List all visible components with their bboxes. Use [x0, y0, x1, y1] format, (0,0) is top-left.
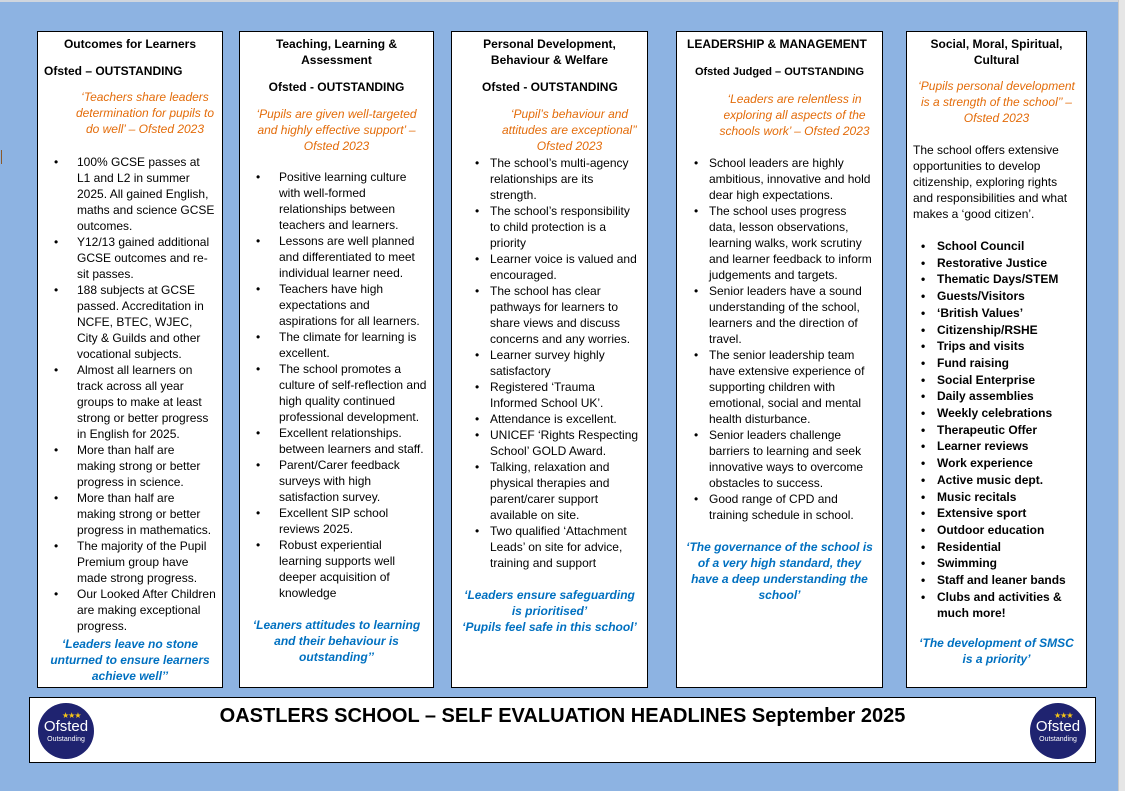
headline-banner — [29, 697, 1096, 763]
list-item: • The climate for learning is excellent. — [246, 329, 427, 361]
list-item: • Two qualified ‘Attachment Leads’ on site for advice, training and support — [468, 523, 641, 571]
list-item: • The senior leadership team have extensive experience of supporting children with emotional, social and mental health disturbance. — [687, 347, 876, 427]
list-item: • Talking, relaxation and physical therapies and parent/carer support available on site. — [468, 459, 641, 523]
list-item: • Staff and leaner bands — [913, 572, 1080, 589]
list-item: • Weekly celebrations — [913, 405, 1080, 422]
stars-icon: ★★★ — [62, 711, 81, 720]
margin-marker — [1, 150, 2, 164]
list-item: • Almost all learners on track across all year groups to make at least strong or better progress in English for 2025. — [44, 362, 216, 442]
list-item: • Daily assemblies — [913, 388, 1080, 405]
list-item: • Residential — [913, 539, 1080, 556]
smsc-list — [913, 238, 1080, 622]
list-item: • Work experience — [913, 455, 1080, 472]
list-item: • Clubs and activities & much more! — [913, 589, 1080, 622]
logo-subtitle: Outstanding — [47, 736, 85, 743]
list-item: • Learner survey highly satisfactory — [468, 347, 641, 379]
list-item: • Good range of CPD and training schedule in school. — [687, 491, 876, 523]
list-item: • Senior leaders have a sound understanding of the school, learners and the direction of travel. — [687, 283, 876, 347]
list-item: • Positive learning culture with well-formed relationships between teachers and learners. — [246, 169, 427, 233]
list-item: • Swimming — [913, 555, 1080, 572]
stars-icon: ★★★ — [1054, 711, 1073, 720]
closing-quote-safeguarding: ‘Leaders ensure safeguarding is prioritised’ — [464, 588, 635, 618]
list-item: • The school has clear pathways for learners to share views and discuss concerns and any worries. — [468, 283, 641, 347]
scrollbar-track[interactable] — [1118, 0, 1125, 791]
list-item: • Extensive sport — [913, 505, 1080, 522]
leadership-list — [683, 155, 876, 523]
list-item: • Learner voice is valued and encouraged. — [468, 251, 641, 283]
list-item: • Excellent SIP school reviews 2025. — [246, 505, 427, 537]
list-item: • Our Looked After Children are making exceptional progress. — [44, 586, 216, 634]
ofsted-quote: ‘Pupils personal development is a strength of the school’’ – Ofsted 2023 — [918, 79, 1075, 125]
ofsted-quote: ‘Leaders are relentless in exploring all aspects of the schools work’ – Ofsted 2023 — [719, 92, 870, 138]
panel-smsc — [906, 31, 1087, 688]
list-item: • Active music dept. — [913, 472, 1080, 489]
list-item: • Y12/13 gained additional GCSE outcomes and re-sit passes. — [44, 234, 216, 282]
list-item: • Restorative Justice — [913, 255, 1080, 272]
ofsted-rating: Ofsted Judged – OUTSTANDING — [694, 66, 865, 78]
list-item: • Excellent relationships. between learners and staff. — [246, 425, 427, 457]
panel-personal-development — [451, 31, 648, 688]
closing-quote: ‘The development of SMSC is a priority’ — [919, 636, 1074, 667]
smsc-intro: The school offers extensive opportunities to develop citizenship, exploring rights and responsibilities and what makes a ‘good citizen’. — [913, 143, 1068, 221]
teaching-list — [246, 169, 427, 601]
list-item: • School Council — [913, 238, 1080, 255]
closing-quote-safe: ‘Pupils feel safe in this school’ — [462, 620, 637, 634]
panel-title: Outcomes for Learners — [63, 37, 197, 51]
outcomes-list — [44, 154, 216, 634]
top-edge — [0, 0, 1125, 2]
ofsted-outstanding-logo-icon — [1030, 703, 1086, 759]
list-item: • ‘British Values’ — [913, 305, 1080, 322]
list-item: • Outdoor education — [913, 522, 1080, 539]
list-item: • 188 subjects at GCSE passed. Accreditation in NCFE, BTEC, WJEC, City & Guilds and other vocational subjects. — [44, 282, 216, 362]
list-item: • 100% GCSE passes at L1 and L2 in summer 2025. All gained English, maths and science GCSE outcomes. — [44, 154, 216, 234]
list-item: • Music recitals — [913, 489, 1080, 506]
list-item: • The school uses progress data, lesson observations, learning walks, work scrutiny and learner feedback to inform judgements and targets. — [687, 203, 876, 283]
list-item: • UNICEF ‘Rights Respecting School’ GOLD Award. — [468, 427, 641, 459]
list-item: • Attendance is excellent. — [468, 411, 641, 427]
list-item: • Teachers have high expectations and aspirations for all learners. — [246, 281, 427, 329]
ofsted-rating: Ofsted - OUTSTANDING — [482, 80, 618, 94]
panel-outcomes-for-learners — [37, 31, 223, 688]
panel-teaching-learning-assessment — [239, 31, 434, 688]
list-item: • The school promotes a culture of self-reflection and high quality continued professional development. — [246, 361, 427, 425]
closing-quote: ‘Leaners attitudes to learning and their behaviour is outstanding’’ — [252, 618, 421, 664]
list-item: • Guests/Visitors — [913, 288, 1080, 305]
ofsted-rating: Ofsted - OUTSTANDING — [268, 80, 405, 94]
list-item: • Therapeutic Offer — [913, 422, 1080, 439]
list-item: • The majority of the Pupil Premium group have made strong progress. — [44, 538, 216, 586]
ofsted-quote: ‘Pupil’s behaviour and attitudes are exceptional’’ Ofsted 2023 — [502, 107, 637, 153]
list-item: • The school’s multi-agency relationships are its strength. — [468, 155, 641, 203]
list-item: • The school’s responsibility to child protection is a priority — [468, 203, 641, 251]
list-item: • School leaders are highly ambitious, innovative and hold dear high expectations. — [687, 155, 876, 203]
panel-title: LEADERSHIP & MANAGEMENT — [687, 37, 867, 51]
list-item: • Senior leaders challenge barriers to learning and seek innovative ways to overcome obstacles to success. — [687, 427, 876, 491]
ofsted-quote: ‘Teachers share leaders determination for pupils to do well’ – Ofsted 2023 — [75, 90, 215, 136]
closing-quote: ‘Leaders leave no stone unturned to ensure learners achieve well’’ — [50, 637, 210, 683]
list-item: • More than half are making strong or better progress in mathematics. — [44, 490, 216, 538]
list-item: • Learner reviews — [913, 438, 1080, 455]
closing-quote: ‘The governance of the school is of a very high standard, they have a deep understanding the school’ — [686, 540, 873, 602]
list-item: • Fund raising — [913, 355, 1080, 372]
logo-brand: Ofsted — [1035, 718, 1081, 735]
panel-title: Social, Moral, Spiritual, Cultural — [930, 37, 1063, 67]
panel-leadership-management — [676, 31, 883, 688]
list-item: • Registered ‘Trauma Informed School UK’. — [468, 379, 641, 411]
panel-title: Personal Development, Behaviour & Welfare — [483, 37, 616, 67]
logo-brand: Ofsted — [43, 718, 89, 735]
panel-title: Teaching, Learning & Assessment — [275, 37, 398, 67]
logo-subtitle: Outstanding — [1039, 736, 1077, 743]
list-item: • Robust experiential learning supports well deeper acquisition of knowledge — [246, 537, 427, 601]
list-item: • Trips and visits — [913, 338, 1080, 355]
list-item: • More than half are making strong or better progress in science. — [44, 442, 216, 490]
list-item: • Lessons are well planned and differentiated to meet individual learner need. — [246, 233, 427, 281]
welfare-list — [458, 155, 641, 571]
list-item: • Parent/Carer feedback surveys with high satisfaction survey. — [246, 457, 427, 505]
ofsted-rating: Ofsted – OUTSTANDING — [44, 64, 183, 78]
ofsted-quote: ‘Pupils are given well-targeted and highly effective support’ – Ofsted 2023 — [256, 107, 417, 153]
list-item: • Social Enterprise — [913, 372, 1080, 389]
list-item: • Citizenship/RSHE — [913, 322, 1080, 339]
list-item: • Thematic Days/STEM — [913, 271, 1080, 288]
page-title: OASTLERS SCHOOL – SELF EVALUATION HEADLINES September 2025 — [219, 705, 906, 727]
